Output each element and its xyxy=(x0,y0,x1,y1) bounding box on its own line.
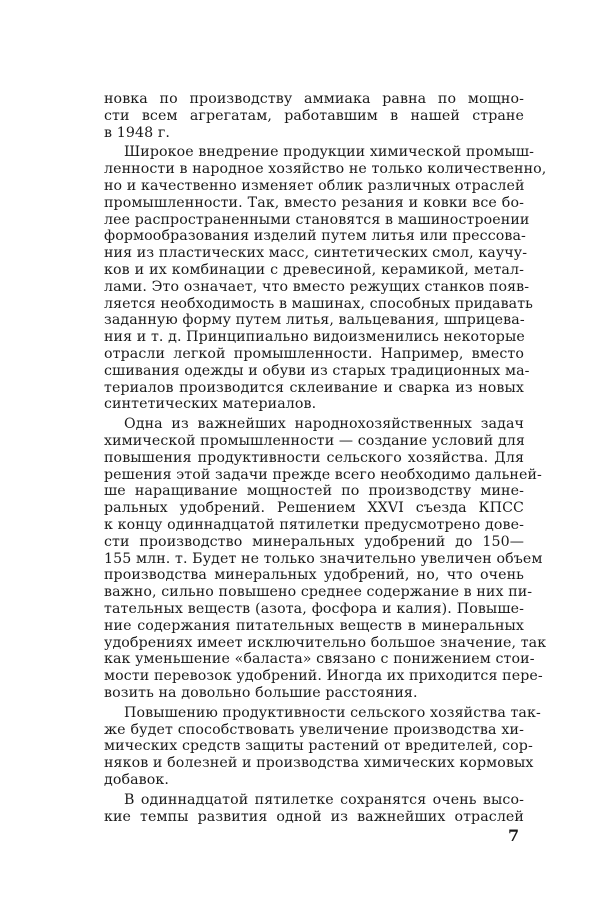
text-line: новка по производству аммиака равна по мощно- xyxy=(104,91,524,107)
text-line: повышения продуктивности сельского хозяйства. Для xyxy=(104,449,524,466)
text-line: ляется необходимость в машинах, способных придавать xyxy=(104,295,533,312)
text-line: к концу одиннадцатой пятилетки предусмотрено дове- xyxy=(104,517,524,533)
text-line: производства минеральных удобрений, но, что очень xyxy=(104,567,524,584)
text-line: кие темпы развития одной из важнейших отраслей xyxy=(104,808,524,825)
text-line: лее распространенными становятся в машиностроении xyxy=(104,211,530,228)
text-line: химической промышленности — создание условий для xyxy=(104,433,525,449)
text-line: удобрениях имеет исключительно большое значение, так xyxy=(104,634,547,651)
text-line: ральных удобрений. Решением XXVI съезда КПСС xyxy=(104,500,524,517)
text-line: в 1948 г. xyxy=(104,124,170,141)
page-text-tail xyxy=(104,0,547,918)
text-line: мических средств защиты растений от вредителей, сор- xyxy=(104,738,533,755)
text-line: Одна из важнейших народнохозяйственных задач xyxy=(124,416,524,433)
text-line: важно, сильно повышено среднее содержание в них пи- xyxy=(104,584,533,601)
text-line: добавок. xyxy=(104,772,169,788)
text-line: В одиннадцатой пятилетке сохранятся очень высо- xyxy=(124,791,524,808)
text-line: ние содержания питательных веществ в минеральных xyxy=(104,617,524,634)
text-line: Широкое внедрение продукции химической промыш- xyxy=(124,144,535,161)
text-line: заданную форму путем литья, вальцевания, шприцева- xyxy=(104,312,525,329)
text-line: 155 млн. т. Будет не только значительно увеличен объем xyxy=(104,550,543,567)
text-line: формообразования изделий путем литья или прессова- xyxy=(104,228,526,245)
text-line: сти всем агрегатам, работавшим в нашей стране xyxy=(104,107,524,124)
text-line: отрасли легкой промышленности. Например, вместо xyxy=(104,346,524,362)
text-line: решения этой задачи прежде всего необходимо дальней- xyxy=(104,466,542,483)
text-line: сшивания одежды и обуви из старых традиционных ма- xyxy=(104,362,530,379)
text-line: возить на довольно большие расстояния. xyxy=(104,685,418,701)
text-line: но и качественно изменяет облик различных отраслей xyxy=(104,178,525,194)
text-line: няков и болезней и производства химических кормовых xyxy=(104,755,534,772)
text-line: ния из пластических масс, синтетических смол, каучу- xyxy=(104,245,528,262)
text-line: лами. Это означает, что вместо режущих станков появ- xyxy=(104,278,530,295)
text-line: ше наращивание мощностей по производству мине- xyxy=(104,483,524,500)
text-line: ков и их комбинации с древесиной, керамикой, метал- xyxy=(104,262,524,278)
text-line: Повышению продуктивности сельского хозяйства так- xyxy=(124,704,541,721)
text-line: мости перевозок удобрений. Иногда их приходится пере- xyxy=(104,668,543,685)
text-line: ленности в народное хозяйство не только количественно, xyxy=(104,161,547,178)
text-line: промышленности. Так, вместо резания и ковки все бо- xyxy=(104,194,524,211)
text-line: тательных веществ (азота, фосфора и калия). Повыше- xyxy=(104,601,524,617)
text-line: синтетических материалов. xyxy=(104,396,317,413)
text-line: сти производство минеральных удобрений до 150— xyxy=(104,533,524,550)
text-line: как уменьшение «баласта» связано с понижением стои- xyxy=(104,651,535,668)
page-number: 7 xyxy=(508,826,520,845)
text-line: териалов производится склеивание и сварка из новых xyxy=(104,379,524,396)
text-line: же будет способствовать увеличение производства хи- xyxy=(104,721,524,738)
text-line: ния и т. д. Принципиально видоизменились некоторые xyxy=(104,329,525,346)
